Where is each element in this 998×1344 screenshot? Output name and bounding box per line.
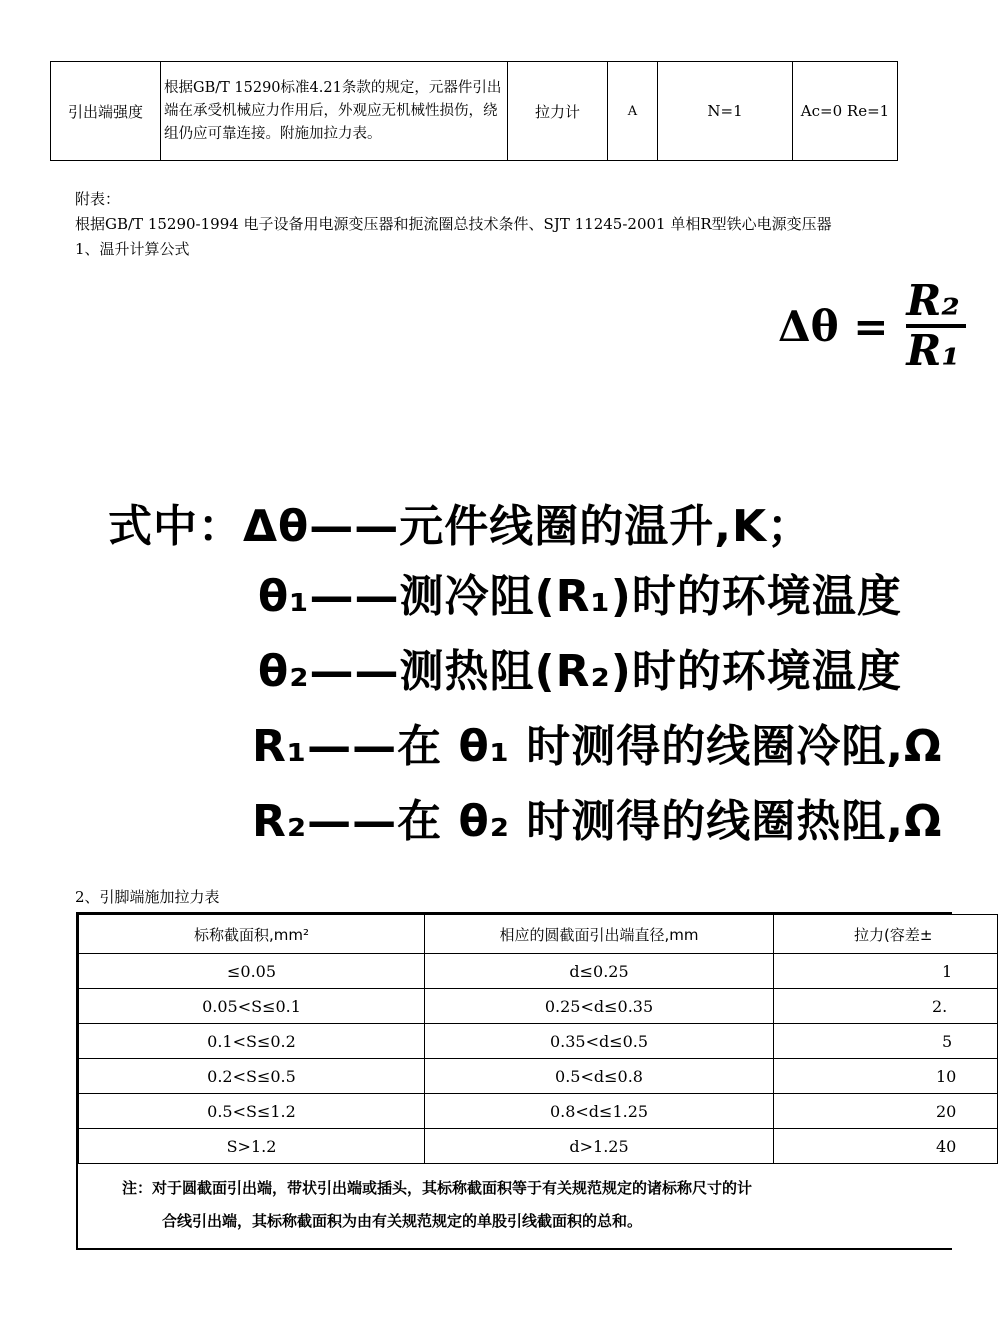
pull-cell-area: 0.05<S≤0.1 [79, 989, 425, 1024]
definition-delta-theta: Δθ——元件线圈的温升,K； [243, 501, 813, 552]
pull-cell-diameter: d>1.25 [425, 1129, 774, 1164]
note-line-1: 注：对于圆截面引出端，带状引出端或插头，其标称截面积等于有关规范规定的诸标称尺寸的计 [122, 1179, 753, 1197]
pull-cell-force: 2. [774, 989, 998, 1024]
formula-denominator: R₁ [906, 326, 960, 375]
pull-table-note [78, 1164, 952, 1238]
pull-cell-area: 0.1<S≤0.2 [79, 1024, 425, 1059]
table-row [79, 1024, 998, 1059]
formula-lhs: Δθ = [778, 301, 889, 351]
definition-r2: R₂——在 θ₂ 时测得的线圈热阻,Ω [252, 796, 943, 847]
pull-table-header-row [79, 915, 998, 954]
pull-cell-diameter: 0.5<d≤0.8 [425, 1059, 774, 1094]
temperature-rise-formula [778, 278, 966, 374]
spec-level: A [608, 62, 658, 161]
pull-force-table-frame [76, 912, 957, 1250]
note-line-2: 合线引出端，其标称截面积为由有关规范规定的单股引线截面积的总和。 [162, 1212, 643, 1230]
definitions-lead-label: 式中： [108, 501, 243, 552]
pull-cell-diameter: 0.8<d≤1.25 [425, 1094, 774, 1129]
pull-cell-force: 1 [774, 954, 998, 989]
definition-theta2: θ₂——测热阻(R₂)时的环境温度 [258, 646, 902, 697]
table-row [79, 954, 998, 989]
spec-item: 引出端强度 [51, 62, 161, 161]
section-2-heading: 2、引脚端施加拉力表 [75, 888, 220, 906]
pull-cell-diameter: d≤0.25 [425, 954, 774, 989]
pull-cell-area: 0.5<S≤1.2 [79, 1094, 425, 1129]
pull-cell-force: 5 [774, 1024, 998, 1059]
pull-cell-area: S>1.2 [79, 1129, 425, 1164]
definition-theta1: θ₁——测冷阻(R₁)时的环境温度 [258, 571, 902, 622]
pull-cell-diameter: 0.35<d≤0.5 [425, 1024, 774, 1059]
appendix-reference: 根据GB/T 15290-1994 电子设备用电源变压器和扼流圈总技术条件、SJT 11245-2001 单相R型铁心电源变压器 [75, 215, 832, 233]
spec-description: 根据GB/T 15290标准4.21条款的规定，元器件引出端在承受机械应力作用后，外观应无机械性损伤，绕组仍应可靠连接。附施加拉力表。 [161, 62, 508, 161]
pull-header-force: 拉力(容差± [774, 915, 998, 954]
spec-instrument: 拉力计 [508, 62, 608, 161]
table-row [79, 1129, 998, 1164]
formula-numerator: R₂ [906, 276, 960, 325]
spec-sample: N=1 [658, 62, 793, 161]
pull-cell-area: ≤0.05 [79, 954, 425, 989]
pull-header-diameter: 相应的圆截面引出端直径,mm [425, 915, 774, 954]
section-1-heading: 1、温升计算公式 [75, 240, 190, 258]
pull-cell-force: 20 [774, 1094, 998, 1129]
spec-table [50, 61, 898, 161]
spec-criteria: Ac=0 Re=1 [793, 62, 898, 161]
table-row [79, 1059, 998, 1094]
formula-fraction [906, 278, 966, 374]
pull-header-area: 标称截面积,mm² [79, 915, 425, 954]
pull-cell-force: 40 [774, 1129, 998, 1164]
pull-cell-area: 0.2<S≤0.5 [79, 1059, 425, 1094]
definition-r1: R₁——在 θ₁ 时测得的线圈冷阻,Ω [252, 721, 943, 772]
pull-force-table [78, 914, 998, 1164]
pull-cell-diameter: 0.25<d≤0.35 [425, 989, 774, 1024]
spec-row [51, 62, 898, 161]
appendix-title: 附表： [75, 190, 121, 208]
pull-cell-force: 10 [774, 1059, 998, 1094]
definitions-lead [108, 490, 812, 554]
table-row [79, 1094, 998, 1129]
table-row [79, 989, 998, 1024]
